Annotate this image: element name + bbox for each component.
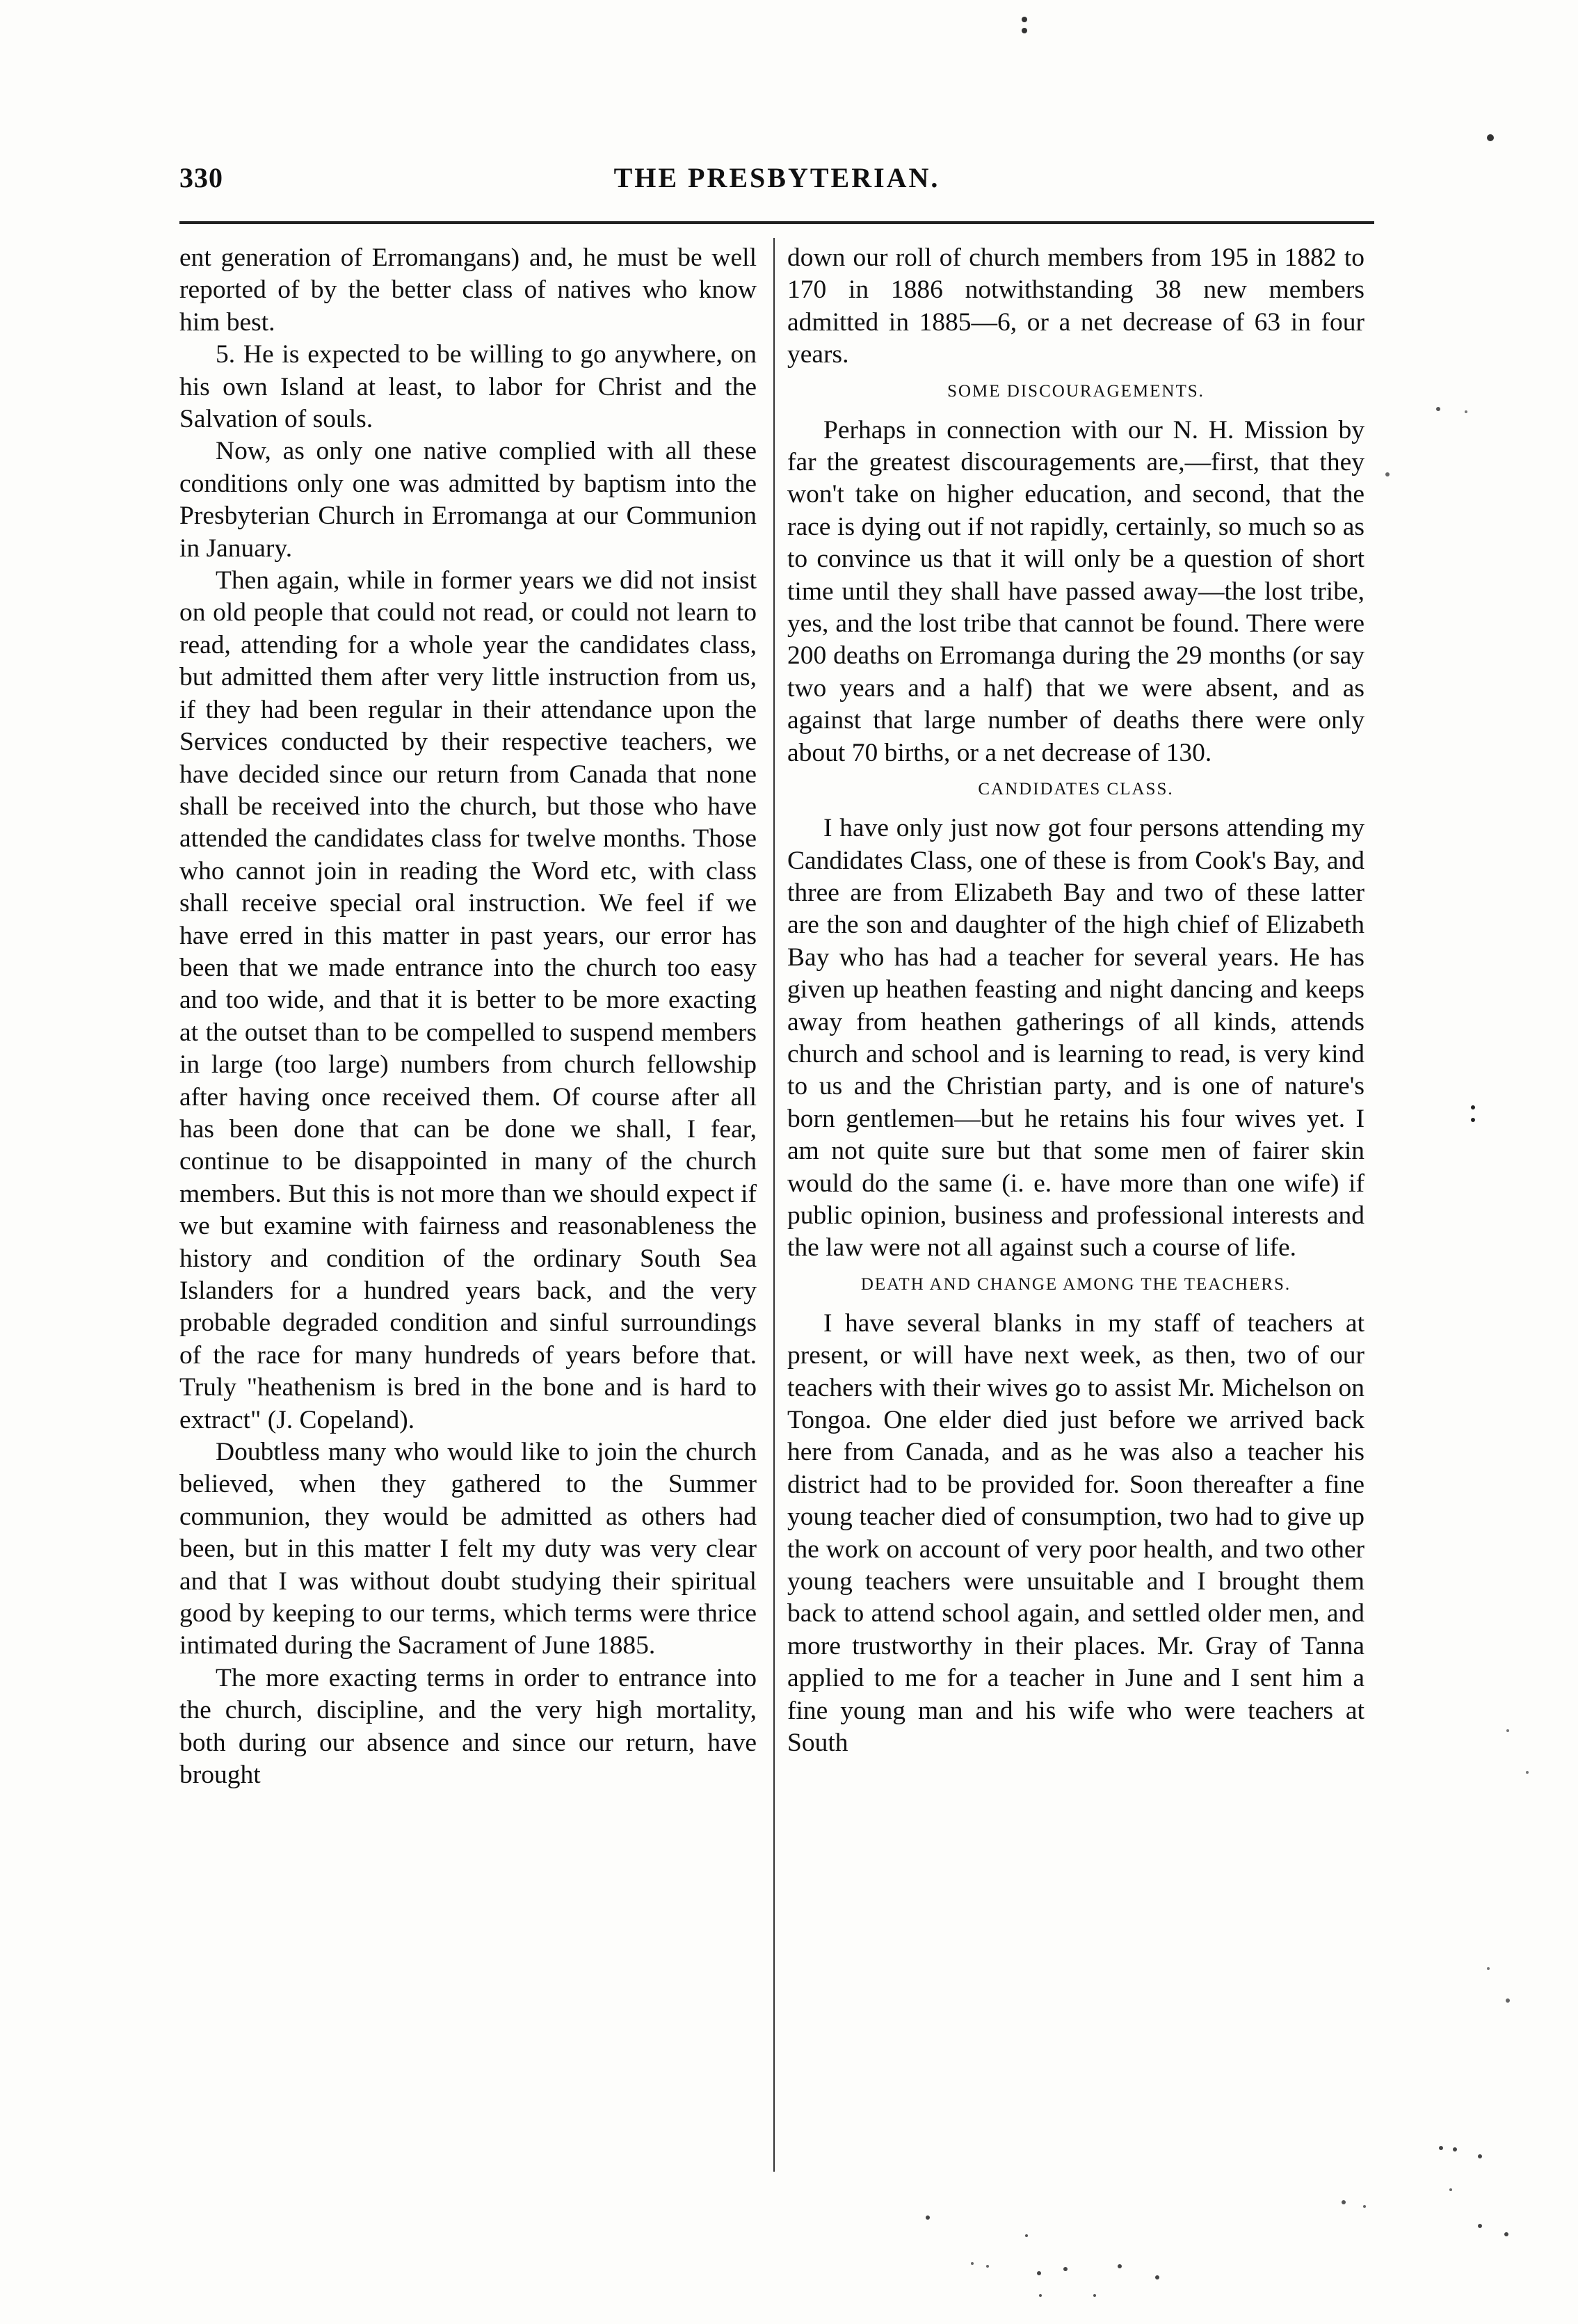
right-column bbox=[787, 242, 1364, 1759]
section-heading-discouragements: SOME DISCOURAGEMENTS. bbox=[947, 381, 1205, 401]
running-title: THE PRESBYTERIAN. bbox=[613, 162, 940, 193]
left-column bbox=[179, 242, 757, 1792]
paragraph-teachers: I have several blanks in my staff of teachers at present, or will have next week, as then, two of our teachers with their wives go to assist Mr. Michelson on Tongoa. One elder died just before we arrived back here from Canada, and as he was also a teacher his district had to be provided for. Soon thereafter a fine young teacher died of consumption, two had to give up the work on account of very poor health, and two other young teachers were unsuitable and I brought them back to attend school again, and settled older men, and more trustworthy in their places. Mr. Gray of Tanna applied to me for a teacher in June and I sent him a fine young man and his wife who were teachers at South bbox=[787, 1308, 1364, 1758]
section-heading-death-and-change: DEATH AND CHANGE AMONG THE TEACHERS. bbox=[860, 1274, 1291, 1294]
paragraph-baptism: Now, as only one native complied with all these conditions only one was admitted by baptism into the Presbyterian Church in Erromanga at our Communion in January. bbox=[179, 437, 757, 563]
column-divider bbox=[773, 238, 775, 2172]
paragraph-discouragements: Perhaps in connection with our N. H. Mission by far the greatest discouragements are,—first, that they won't take on higher education, and second, that the race is dying out if not rapidly, certainly, so much so as to convince us that it will only be a question of short time until they shall have passed away—the lost tribe, yes, and the lost tribe that cannot be found. There were 200 deaths on Erromanga during the 29 months (or say two years and a half) that we were absent, and as against that large number of deaths there were only about 70 births, or a net decrease of 130. bbox=[787, 415, 1364, 767]
paragraph-candidates-class: I have only just now got four persons attending my Candidates Class, one of these is from Cook's Bay, and three are from Elizabeth Bay and two of these latter are the son and daughter of the high chief of Elizabeth Bay who has had a teacher for several years. He has given up heathen feasting and night dancing and keeps away from heathen gatherings of all kinds, attends church and school and is learning to read, is very kind to us and the Christian party, and is one of nature's born gentlemen—but he retains his four wives yet. I am not quite sure but that some men of fairer skin would do the same (i. e. have more than one wife) if public opinion, business and professional interests and the law were not all against such a course of life. bbox=[787, 814, 1364, 1263]
paragraph-condition-5: 5. He is expected to be willing to go anywhere, on his own Island at least, to labor for Christ and the Salvation of souls. bbox=[179, 340, 757, 434]
paragraph-exacting-terms: The more exacting terms in order to entrance into the church, discipline, and the very high mortality, both during our absence and since our return, have brought bbox=[179, 1663, 757, 1790]
header-rule bbox=[179, 221, 1374, 224]
paragraph-summer-communion: Doubtless many who would like to join the church believed, when they gathered to the Summer communion, they would be admitted as others had been, but in this matter I felt my duty was very clear and that I was without doubt studying their spiritual good by keeping to our terms, which terms were thrice intimated during the Sacrament of June 1885. bbox=[179, 1438, 757, 1660]
paragraph-continuation: ent generation of Erromangans) and, he must be well reported of by the better class of natives who know him best. bbox=[179, 243, 757, 337]
paragraph-candidates-class-rules: Then again, while in former years we did not insist on old people that could not read, or could not learn to read, attending for a whole year the candidates class, but admitted them after very little instruction from us, if they had been regular in their attendance upon the Services conducted by their respective teachers, we have decided since our return from Canada that none shall be received into the church, but those who have attended the candidates class for twelve months. Those who cannot join in reading the Word etc, with class shall receive special oral instruction. We feel if we have erred in this matter in past years, our error has been that we made entrance into the church too easy and too wide, and that it is better to be more exacting at the outset than to be compelled to suspend members in large (too large) numbers from church fellowship after having once received them. Of course after all has been done that can be done we shall, I fear, continue to be disappointed in many of the church members. But this is not more than we should expect if we but examine with fairness and reasonableness the history and condition of the ordinary South Sea Islanders for a hundred years back, and the very probable degraded condition and sinful surroundings of the race for many hundreds of years before that. Truly "heathenism is bred in the bone and is hard to extract" (J. Copeland). bbox=[179, 566, 757, 1434]
page-header bbox=[179, 161, 1374, 210]
section-heading-candidates-class: CANDIDATES CLASS. bbox=[978, 780, 1174, 799]
page-number: 330 bbox=[179, 162, 223, 193]
paragraph-church-roll: down our roll of church members from 195 in 1882 to 170 in 1886 notwithstanding 38 new members admitted in 1885—6, or a net decrease of 63 in four years. bbox=[787, 243, 1364, 369]
